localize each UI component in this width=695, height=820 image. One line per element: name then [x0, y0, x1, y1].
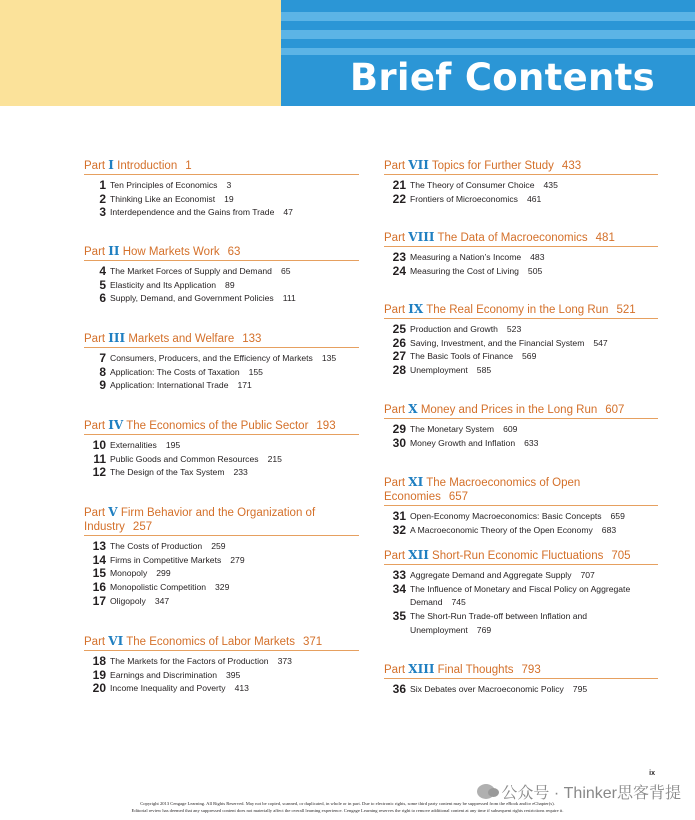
chapter-page: 461 [526, 193, 542, 204]
chapter-body [410, 569, 658, 583]
part-page: 657 [448, 491, 469, 503]
chapter-page: 609 [503, 424, 518, 434]
chapter-page: 65 [280, 266, 291, 276]
chapter-title: Public Goods and Common Resources [110, 453, 259, 464]
part-page: 607 [605, 404, 625, 416]
chapter-entry [84, 655, 359, 669]
part-heading [384, 662, 658, 679]
chapter-page: 435 [543, 180, 558, 190]
part-block [84, 158, 359, 220]
chapter-title: Ten Principles of Economics [110, 180, 218, 190]
chapter-body [110, 669, 359, 683]
part-page: 481 [595, 232, 615, 244]
part-page: 433 [561, 160, 582, 172]
chapter-page: 19 [224, 193, 234, 204]
chapter-number: 18 [92, 654, 106, 668]
chapter-entry [84, 595, 359, 609]
copyright-line: Copyright 2013 Cengage Learning. All Rights Reserved. May not be copied, scanned, or duplicated, in whole or in part. Due to electronic rights, some third party content may be suppressed from the eBook and/or eChapter(s). [140, 801, 555, 806]
chapter-entry [384, 193, 658, 207]
chapter-page: 111 [282, 293, 296, 304]
header-stripe [281, 48, 695, 55]
chapter-body [110, 453, 359, 467]
part-number: X [408, 402, 418, 416]
part-number: III [108, 331, 126, 345]
chapter-page: 89 [225, 279, 235, 290]
chapter-number: 23 [392, 250, 406, 264]
chapter-body [410, 610, 658, 637]
chapter-entry [384, 323, 658, 337]
chapter-page: 259 [211, 541, 226, 551]
chapter-body [110, 466, 359, 480]
chapter-body [110, 554, 359, 568]
chapter-page: 47 [283, 207, 293, 218]
chapter-number: 20 [92, 681, 106, 696]
chapter-page: 659 [610, 511, 625, 521]
part-title: Short-Run Economic Fluctuations [432, 550, 604, 562]
chapter-number: 15 [92, 566, 106, 581]
part-block [384, 230, 658, 278]
chapter-entry [84, 581, 359, 595]
chapter-body [110, 439, 359, 453]
chapter-entry [384, 265, 658, 279]
part-title: Introduction [117, 160, 178, 172]
chapter-title: Aggregate Demand and Aggregate Supply [410, 570, 572, 580]
chapter-title: Monopolistic Competition [110, 582, 207, 593]
chapter-page: 329 [215, 582, 230, 593]
part-heading [384, 402, 658, 419]
chapter-title: Income Inequality and Poverty [110, 683, 226, 694]
part-number: VIII [408, 230, 435, 244]
part-heading [384, 230, 658, 247]
chapter-entry [84, 453, 359, 467]
chapter-title: Frontiers of Microeconomics [410, 193, 518, 204]
chapter-title: Externalities [110, 440, 157, 450]
part-block [84, 505, 359, 609]
part-label: Part [84, 507, 106, 519]
chapter-number: 31 [392, 509, 406, 523]
chapter-body [110, 655, 359, 669]
chapter-title: The Basic Tools of Finance [410, 351, 514, 362]
chapter-page: 683 [601, 524, 617, 535]
chapter-body [410, 350, 658, 364]
part-number: V [108, 505, 118, 519]
chapter-number: 26 [392, 335, 406, 350]
part-label: Part [384, 550, 406, 562]
chapter-number: 30 [392, 435, 406, 450]
chapter-number: 6 [99, 291, 106, 306]
part-label: Part [384, 304, 406, 316]
chapter-title: Oligopoly [110, 595, 146, 606]
chapter-page: 633 [524, 437, 539, 448]
chapter-page: 135 [321, 353, 337, 363]
chapter-number: 33 [392, 568, 406, 582]
watermark [477, 780, 681, 803]
chapter-body [110, 379, 359, 393]
part-label: Part [84, 636, 106, 648]
part-label: Part [84, 333, 106, 345]
chapter-entry [84, 540, 359, 554]
chapter-body [110, 279, 359, 293]
chapter-title: The Theory of Consumer Choice [410, 180, 535, 190]
chapter-page: 279 [230, 554, 245, 565]
chapter-title: Consumers, Producers, and the Efficiency of Markets [110, 353, 313, 363]
part-number: VI [108, 634, 124, 648]
chapter-entry [384, 610, 658, 637]
chapter-number: 25 [392, 322, 406, 336]
chapter-body [110, 366, 359, 380]
chapter-number: 3 [99, 205, 106, 220]
chapter-page: 347 [154, 595, 170, 606]
part-title: The Real Economy in the Long Run [426, 304, 609, 316]
part-page: 371 [302, 636, 323, 648]
chapter-title: Thinking Like an Economist [110, 193, 216, 204]
chapter-entry [384, 350, 658, 364]
chapter-title: Unemployment [410, 365, 468, 376]
part-label: Part [84, 420, 106, 432]
chapter-title: Production and Growth [410, 324, 498, 334]
chapter-body [410, 323, 658, 337]
chapter-number: 16 [92, 580, 106, 595]
part-label: Part [84, 160, 106, 172]
chapter-entry [384, 683, 658, 697]
chapter-title: The Costs of Production [110, 541, 203, 551]
part-heading [384, 302, 658, 319]
part-title: The Data of Macroeconomics [437, 232, 588, 244]
part-block [384, 158, 658, 206]
chapter-page: 569 [522, 351, 537, 362]
chapter-body [410, 193, 658, 207]
chapter-number: 21 [392, 178, 406, 192]
chapter-page: 233 [233, 467, 248, 478]
part-title: Money and Prices in the Long Run [420, 404, 598, 416]
chapter-page: 395 [226, 669, 241, 680]
chapter-number: 14 [92, 552, 106, 567]
part-label: Part [384, 477, 406, 489]
chapter-entry [384, 437, 658, 451]
part-page: 133 [242, 333, 262, 345]
part-number: XII [408, 548, 429, 562]
chapter-number: 17 [92, 593, 106, 608]
chapter-title: A Macroeconomic Theory of the Open Economy [410, 524, 593, 535]
part-title: Markets and Welfare [128, 333, 235, 345]
part-number: IX [408, 302, 424, 316]
chapter-page: 769 [476, 624, 492, 635]
header-stripe [281, 30, 695, 39]
chapter-entry [84, 265, 359, 279]
chapter-number: 32 [392, 522, 406, 537]
part-page: 521 [616, 304, 636, 316]
chapter-title: Application: International Trade [110, 380, 229, 391]
part-block [84, 244, 359, 306]
chapter-body [410, 337, 658, 351]
chapter-entry [384, 510, 658, 524]
chapter-body [410, 510, 658, 524]
chapter-body [110, 193, 359, 207]
chapter-body [410, 265, 658, 279]
chapter-title: The Market Forces of Supply and Demand [110, 266, 272, 276]
part-number: IV [108, 418, 124, 432]
chapter-body [410, 524, 658, 538]
chapter-body [110, 206, 359, 220]
chapter-entry [384, 569, 658, 583]
chapter-title: Monopoly [110, 568, 148, 579]
part-page: 705 [611, 550, 631, 562]
chapter-number: 34 [392, 581, 406, 596]
chapter-number: 1 [99, 178, 106, 192]
chapter-entry [84, 669, 359, 683]
chapter-entry [84, 682, 359, 696]
chapter-entry [84, 379, 359, 393]
chapter-entry [384, 583, 658, 610]
chapter-title: Application: The Costs of Taxation [110, 366, 240, 377]
chapter-entry [384, 179, 658, 193]
watermark-text: 公众号 · Thinker思客背提 [501, 785, 681, 802]
part-title: The Macroeconomics of Open Economies [384, 477, 581, 503]
chapter-title: Six Debates over Macroeconomic Policy [410, 684, 564, 694]
chapter-number: 19 [92, 667, 106, 682]
chapter-number: 29 [392, 422, 406, 436]
chapter-page: 195 [165, 440, 181, 450]
part-block [384, 402, 658, 450]
chapter-number: 22 [392, 191, 406, 206]
part-number: I [108, 158, 114, 172]
chapter-page: 215 [267, 453, 282, 464]
part-heading [384, 475, 658, 506]
chapter-number: 7 [99, 351, 106, 365]
chapter-number: 13 [92, 539, 106, 553]
chapter-entry [84, 193, 359, 207]
part-heading [384, 548, 658, 565]
chapter-number: 10 [92, 438, 106, 452]
chapter-body [110, 595, 359, 609]
copyright-line: Editorial review has deemed that any suppressed content does not materially affect the overall learning experience. Cengage Learning reserves the right to remove additional content at any time if subsequent rights restrictions require it. [131, 808, 564, 813]
chapter-body [110, 292, 359, 306]
chapter-page: 795 [572, 684, 588, 694]
part-heading [84, 244, 359, 261]
chapter-number: 28 [392, 363, 406, 378]
chapter-body [410, 179, 658, 193]
chapter-entry [384, 251, 658, 265]
part-heading [84, 505, 359, 536]
chapter-number: 4 [99, 264, 106, 278]
chapter-page: 171 [237, 380, 252, 391]
chapter-number: 12 [92, 465, 106, 480]
part-label: Part [384, 160, 406, 172]
chapter-page: 483 [530, 252, 545, 262]
chapter-title: Firms in Competitive Markets [110, 554, 222, 565]
chapter-title: Measuring a Nation’s Income [410, 252, 522, 262]
chapter-entry [84, 554, 359, 568]
chapter-body [110, 352, 359, 366]
chapter-entry [84, 567, 359, 581]
chapter-title: Saving, Investment, and the Financial System [410, 337, 585, 348]
part-block [384, 302, 658, 378]
part-number: XIII [408, 662, 435, 676]
chapter-entry [84, 292, 359, 306]
chapter-page: 3 [226, 180, 232, 190]
chapter-entry [384, 423, 658, 437]
part-title: The Economics of Labor Markets [126, 636, 295, 648]
chapter-title: Open-Economy Macroeconomics: Basic Concepts [410, 511, 602, 521]
chapter-entry [84, 366, 359, 380]
part-block [84, 418, 359, 480]
chapter-body [110, 567, 359, 581]
chapter-title: The Monetary System [410, 424, 495, 434]
chapter-title: The Design of the Tax System [110, 467, 225, 478]
chapter-page: 155 [248, 366, 263, 377]
chapter-body [110, 682, 359, 696]
part-number: II [108, 244, 120, 258]
chapter-body [410, 423, 658, 437]
chapter-number: 36 [392, 682, 406, 696]
page-title: Brief Contents [349, 56, 655, 99]
chapter-page: 523 [506, 324, 522, 334]
chapter-entry [84, 466, 359, 480]
part-title: Final Thoughts [437, 664, 514, 676]
chapter-number: 11 [93, 451, 106, 466]
chapter-title: The Short-Run Trade-off between Inflation and Unemployment [410, 611, 588, 635]
chapter-entry [384, 337, 658, 351]
part-title: Firm Behavior and the Organization of Industry [84, 507, 316, 533]
chapter-page: 585 [476, 365, 492, 376]
part-label: Part [384, 664, 406, 676]
chapter-body [410, 683, 658, 697]
part-block [384, 548, 658, 638]
chapter-page: 505 [527, 265, 543, 276]
chapter-entry [84, 439, 359, 453]
chapter-body [110, 581, 359, 595]
chapter-body [110, 179, 359, 193]
chapter-title: Elasticity and Its Application [110, 279, 217, 290]
chapter-entry [84, 206, 359, 220]
chapter-title: The Influence of Monetary and Fiscal Policy on Aggregate Demand [410, 583, 631, 608]
part-heading [84, 418, 359, 435]
chapter-entry [84, 279, 359, 293]
page-number: ix [649, 770, 655, 777]
part-heading [84, 634, 359, 651]
chapter-entry [384, 524, 658, 538]
chapter-page: 745 [451, 597, 466, 608]
chapter-title: Earnings and Discrimination [110, 669, 217, 680]
part-page: 257 [132, 521, 153, 533]
part-page: 793 [521, 664, 541, 676]
part-label: Part [384, 232, 406, 244]
part-page: 1 [185, 160, 192, 172]
chapter-page: 547 [593, 337, 608, 348]
part-label: Part [84, 246, 106, 258]
part-title: How Markets Work [122, 246, 220, 258]
chapter-title: Supply, Demand, and Government Policies [110, 293, 274, 304]
part-page: 63 [227, 246, 241, 258]
chapter-number: 2 [99, 191, 106, 206]
part-heading [384, 158, 658, 175]
chapter-entry [384, 364, 658, 378]
part-block [84, 331, 359, 393]
chapter-body [410, 364, 658, 378]
chapter-number: 9 [99, 378, 106, 393]
chapter-title: Money Growth and Inflation [410, 437, 516, 448]
chapter-page: 707 [580, 570, 595, 580]
chapter-title: Interdependence and the Gains from Trade [110, 207, 275, 218]
chapter-page: 299 [156, 568, 171, 579]
chapter-body [410, 251, 658, 265]
part-heading [84, 158, 359, 175]
chapter-title: Measuring the Cost of Living [410, 265, 519, 276]
header-blue-block [281, 0, 695, 106]
part-block [84, 634, 359, 696]
part-number: XI [408, 475, 424, 489]
chapter-entry [84, 352, 359, 366]
chapter-body [410, 583, 658, 610]
wechat-icon [477, 784, 495, 799]
part-block [384, 662, 658, 697]
part-title: The Economics of the Public Sector [126, 420, 309, 432]
chapter-number: 35 [392, 609, 406, 624]
chapter-page: 413 [234, 683, 249, 694]
part-number: VII [408, 158, 429, 172]
chapter-body [410, 437, 658, 451]
part-block [384, 475, 658, 537]
chapter-body [110, 265, 359, 279]
chapter-page: 373 [277, 656, 292, 666]
chapter-body [110, 540, 359, 554]
chapter-number: 5 [99, 277, 106, 292]
chapter-number: 24 [392, 263, 406, 278]
chapter-number: 8 [99, 364, 106, 379]
part-title: Topics for Further Study [431, 160, 554, 172]
part-page: 193 [316, 420, 336, 432]
header-stripe [281, 12, 695, 21]
header-yellow-block [0, 0, 281, 106]
chapter-number: 27 [392, 349, 406, 364]
chapter-title: The Markets for the Factors of Production [110, 656, 269, 666]
chapter-entry [84, 179, 359, 193]
part-label: Part [384, 404, 406, 416]
part-heading [84, 331, 359, 348]
